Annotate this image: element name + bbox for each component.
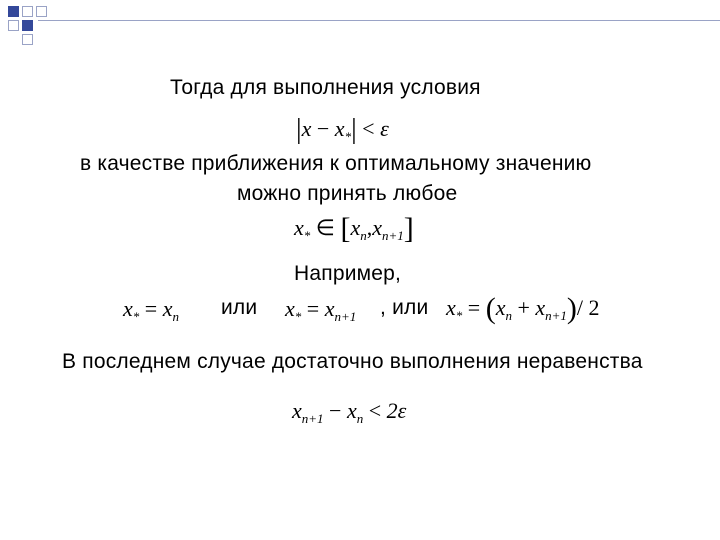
line-3: можно принять любое [237,182,458,205]
or-1: или [221,296,258,319]
example-2: $x_* = x_{n+1}$ [285,296,357,324]
corner-square-5 [22,20,33,31]
header-rule [38,20,720,21]
line-1: Тогда для выполнения условия [170,76,481,99]
line-4: Например, [294,262,402,285]
formula-1: $|x - x_*| < \varepsilon$ [296,114,389,145]
corner-square-2 [22,6,33,17]
example-1: $x_* = x_n$ [123,296,179,324]
corner-square-1 [8,6,19,17]
formula-2: $x_*$ ∈ $[x_n,x_{n+1}]$ [294,212,414,245]
corner-square-6 [22,34,33,45]
example-3: $x_* = (x_n + x_{n+1})/$ 2 [446,292,600,325]
or-2: , или [380,296,429,319]
line-2: в качестве приближения к оптимальному значению [80,152,592,175]
corner-square-3 [36,6,47,17]
line-5: В последнем случае достаточно выполнения неравенства [62,350,643,373]
formula-3: $x_{n+1} - x_n < 2\varepsilon$ [292,398,407,426]
corner-square-4 [8,20,19,31]
